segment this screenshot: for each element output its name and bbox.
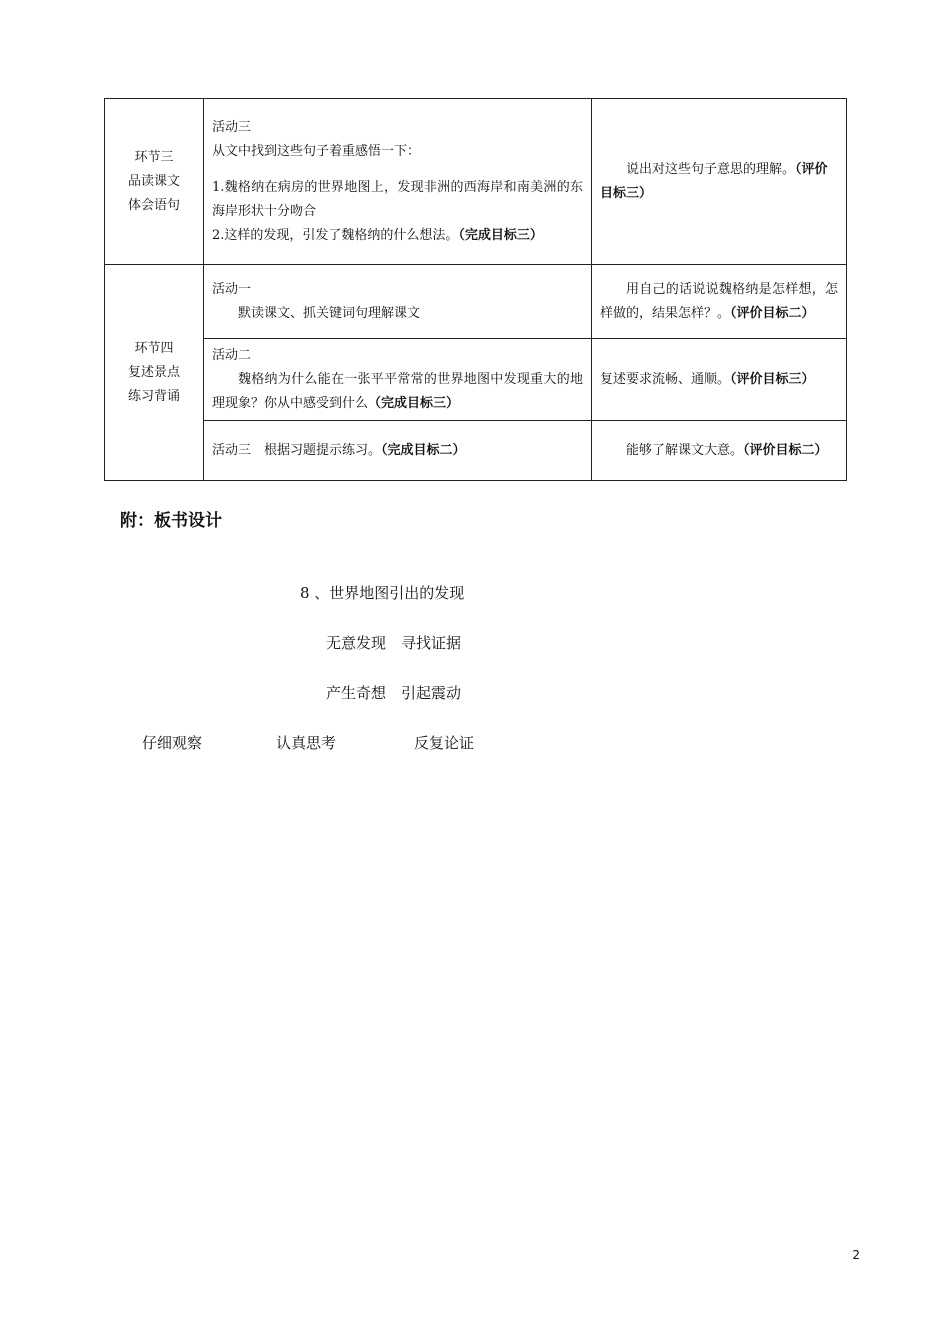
stage3-item2-tag: （完成目标三） xyxy=(458,227,543,243)
stage4-act1-text: 默读课文、抓关键词句理解课文 xyxy=(238,305,421,321)
stage4-act1-row xyxy=(105,265,847,339)
stage4-act1-title: 活动一 xyxy=(212,281,252,297)
stage3-line-2: 品读课文 xyxy=(127,173,180,189)
stage3-eval xyxy=(592,99,847,265)
stage3-row xyxy=(105,99,847,265)
board-bottom-3: 反复论证 xyxy=(414,734,475,752)
stage4-act2-eval xyxy=(592,339,847,421)
stage4-act2-eval-tag: （评价目标三） xyxy=(730,371,815,387)
board-row-2: 产生奇想 引起震动 xyxy=(326,684,462,702)
stage3-item2: 2.这样的发现，引发了魏格纳的什么想法。 xyxy=(212,227,459,243)
stage4-act1-eval-text: 用自己的话说说魏格纳是怎样想，怎样做的，结果怎样？。 xyxy=(600,281,838,321)
stage3-activity xyxy=(204,99,592,265)
stage3-item1: 1.魏格纳在病房的世界地图上，发现非洲的西海岸和南美洲的东海岸形状十分吻合 xyxy=(212,179,583,219)
stage3-line-1: 环节三 xyxy=(134,149,174,165)
stage4-act2-text: 魏格纳为什么能在一张平平常常的世界地图中发现重大的地理现象？你从中感受到什么 xyxy=(212,371,583,411)
stage4-act3-eval xyxy=(592,421,847,481)
stage4-act2-eval-text: 复述要求流畅、通顺。 xyxy=(600,371,731,387)
stage3-item2-line xyxy=(212,224,583,248)
stage4-line-2: 复述景点 xyxy=(127,364,180,380)
stage3-eval-tag: （评价目标三） xyxy=(600,161,828,201)
stage3-intro: 从文中找到这些句子着重感悟一下： xyxy=(212,143,421,159)
stage4-act1-eval xyxy=(592,265,847,339)
stage4-act3-eval-tag: （评价目标二） xyxy=(743,442,828,458)
stage4-act3-text: 活动三 根据习题提示练习。 xyxy=(212,442,382,458)
page-number: 2 xyxy=(852,1248,860,1262)
stage3-line-3: 体会语句 xyxy=(127,197,180,213)
stage4-act3-row xyxy=(105,421,847,481)
board-title: 8 、世界地图引出的发现 xyxy=(300,584,465,602)
lesson-table xyxy=(104,98,846,481)
stage4-act2 xyxy=(204,339,592,421)
appendix-heading: 附：板书设计 xyxy=(120,511,222,531)
stage4-act2-tag: （完成目标三） xyxy=(368,395,460,411)
stage4-line-1: 环节四 xyxy=(134,340,174,356)
stage4-act1-eval-tag: （评价目标二） xyxy=(730,305,815,321)
board-row-1: 无意发现 寻找证据 xyxy=(326,634,462,652)
stage4-act3-tag: （完成目标二） xyxy=(381,442,466,458)
stage3-activity-title: 活动三 xyxy=(212,119,252,135)
lesson-plan-table xyxy=(104,98,847,481)
stage4-act2-row xyxy=(105,339,847,421)
stage4-act3-eval-text: 能够了解课文大意。 xyxy=(626,442,744,458)
stage4-act2-body xyxy=(212,368,583,416)
stage3-eval-text: 说出对这些句子意思的理解。 xyxy=(626,161,796,177)
board-bottom-2: 认真思考 xyxy=(276,734,337,752)
stage4-act3 xyxy=(204,421,592,481)
board-bottom-1: 仔细观察 xyxy=(142,734,203,752)
stage3-label xyxy=(105,99,204,265)
stage4-act2-title: 活动二 xyxy=(212,347,252,363)
stage4-label xyxy=(105,265,204,481)
stage4-line-3: 练习背诵 xyxy=(127,388,180,404)
stage4-act1 xyxy=(204,265,592,339)
